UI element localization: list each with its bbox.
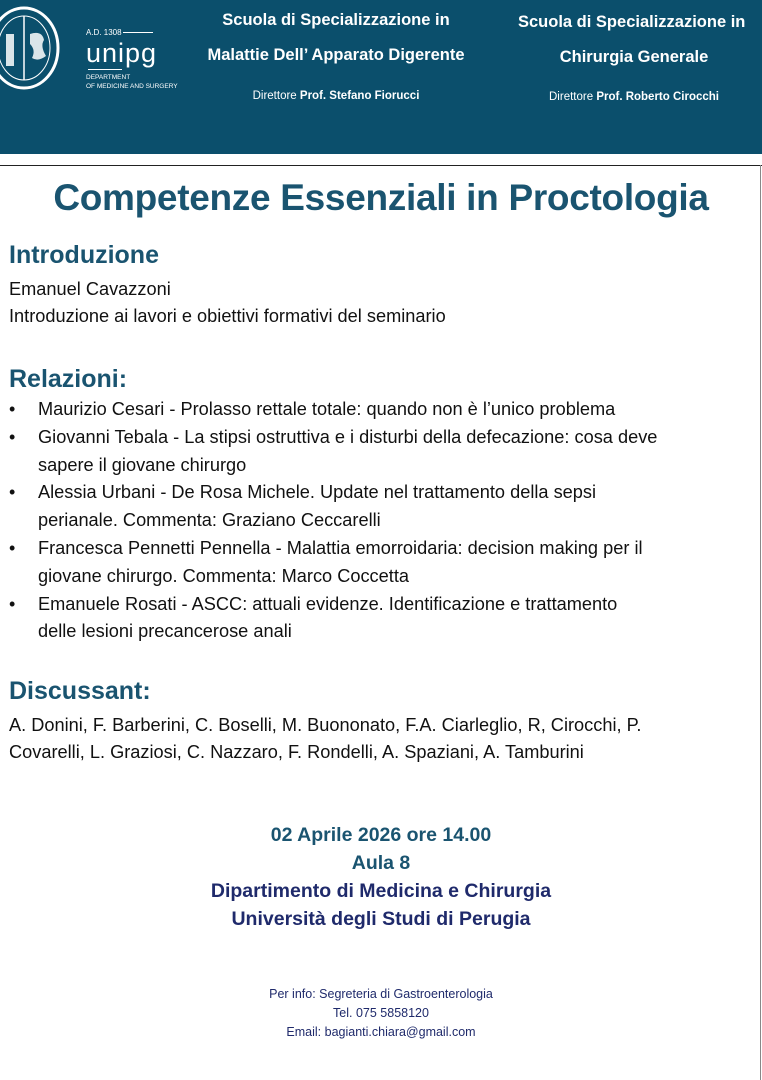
relazione-item-line: Alessia Urbani - De Rosa Michele. Update nel trattamento della sepsi xyxy=(38,482,597,503)
logo-dept-line: OF MEDICINE AND SURGERY xyxy=(86,83,178,90)
bullet-icon: • xyxy=(9,593,16,614)
info-phone: Tel. 075 5858120 xyxy=(333,1006,429,1020)
discussant-line: A. Donini, F. Barberini, C. Boselli, M. Buononato, F.A. Ciarleglio, R, Cirocchi, P. xyxy=(9,715,642,735)
school-line1: Scuola di Specializzazione in xyxy=(222,11,450,29)
relazione-item-line: giovane chirurgo. Commenta: Marco Coccetta xyxy=(38,565,409,586)
event-date: 02 Aprile 2026 ore 14.00 xyxy=(270,824,492,846)
event-university: Università degli Studi di Perugia xyxy=(231,908,531,930)
relazione-item-line: Maurizio Cesari - Prolasso rettale totale: quando non è l’unico problema xyxy=(38,399,616,419)
info-email: Email: bagianti.chiara@gmail.com xyxy=(286,1025,476,1039)
logo-ad: A.D. 1308 xyxy=(86,28,122,37)
logo-rule xyxy=(123,32,153,33)
school-line2: Chirurgia Generale xyxy=(559,48,709,66)
university-seal-logo xyxy=(0,4,62,92)
bullet-icon: • xyxy=(9,426,16,447)
relazione-item-line: Emanuele Rosati - ASCC: attuali evidenze. Identificazione e trattamento xyxy=(38,593,618,614)
logo-department xyxy=(86,73,178,91)
logo-dept-line: DEPARTMENT xyxy=(86,74,131,81)
info-line: Per info: Segreteria di Gastroenterologia xyxy=(269,987,493,1001)
logo-rule xyxy=(88,69,122,70)
school-director: Direttore Prof. Stefano Fiorucci xyxy=(252,90,420,102)
relazioni-heading: Relazioni: xyxy=(9,365,128,393)
school-digestive xyxy=(168,0,504,154)
bullet-icon: • xyxy=(9,399,16,419)
school-director: Direttore Prof. Roberto Cirocchi xyxy=(549,91,719,103)
header-banner xyxy=(0,0,762,154)
logo-wordmark: unipg xyxy=(86,38,158,68)
relazione-item-line: sapere il giovane chirurgo xyxy=(38,454,247,475)
divider xyxy=(0,165,762,166)
intro-description: Introduzione ai lavori e obiettivi formativi del seminario xyxy=(9,306,446,326)
relazione-item-line: perianale. Commenta: Graziano Ceccarelli xyxy=(38,510,381,531)
page-title: Competenze Essenziali in Proctologia xyxy=(53,177,709,218)
bullet-icon: • xyxy=(9,482,16,503)
relazione-item-line: delle lesioni precancerose anali xyxy=(38,621,292,642)
school-line1: Scuola di Specializzazione in xyxy=(518,13,746,31)
event-department: Dipartimento di Medicina e Chirurgia xyxy=(210,880,552,902)
school-surgery xyxy=(510,0,762,154)
border-line xyxy=(760,165,761,1080)
relazione-item-line: Francesca Pennetti Pennella - Malattia emorroidaria: decision making per il xyxy=(38,538,643,558)
discussant-line: Covarelli, L. Graziosi, C. Nazzaro, F. Rondelli, A. Spaziani, A. Tamburini xyxy=(9,742,584,762)
school-line2: Malattie Dell’ Apparato Digerente xyxy=(207,46,465,64)
discussant-heading: Discussant: xyxy=(9,677,151,705)
event-room: Aula 8 xyxy=(351,852,411,874)
bullet-icon: • xyxy=(9,538,16,558)
intro-speaker: Emanuel Cavazzoni xyxy=(9,279,171,299)
intro-heading: Introduzione xyxy=(9,241,159,269)
relazione-item-line: Giovanni Tebala - La stipsi ostruttiva e i disturbi della defecazione: cosa deve xyxy=(38,426,658,447)
